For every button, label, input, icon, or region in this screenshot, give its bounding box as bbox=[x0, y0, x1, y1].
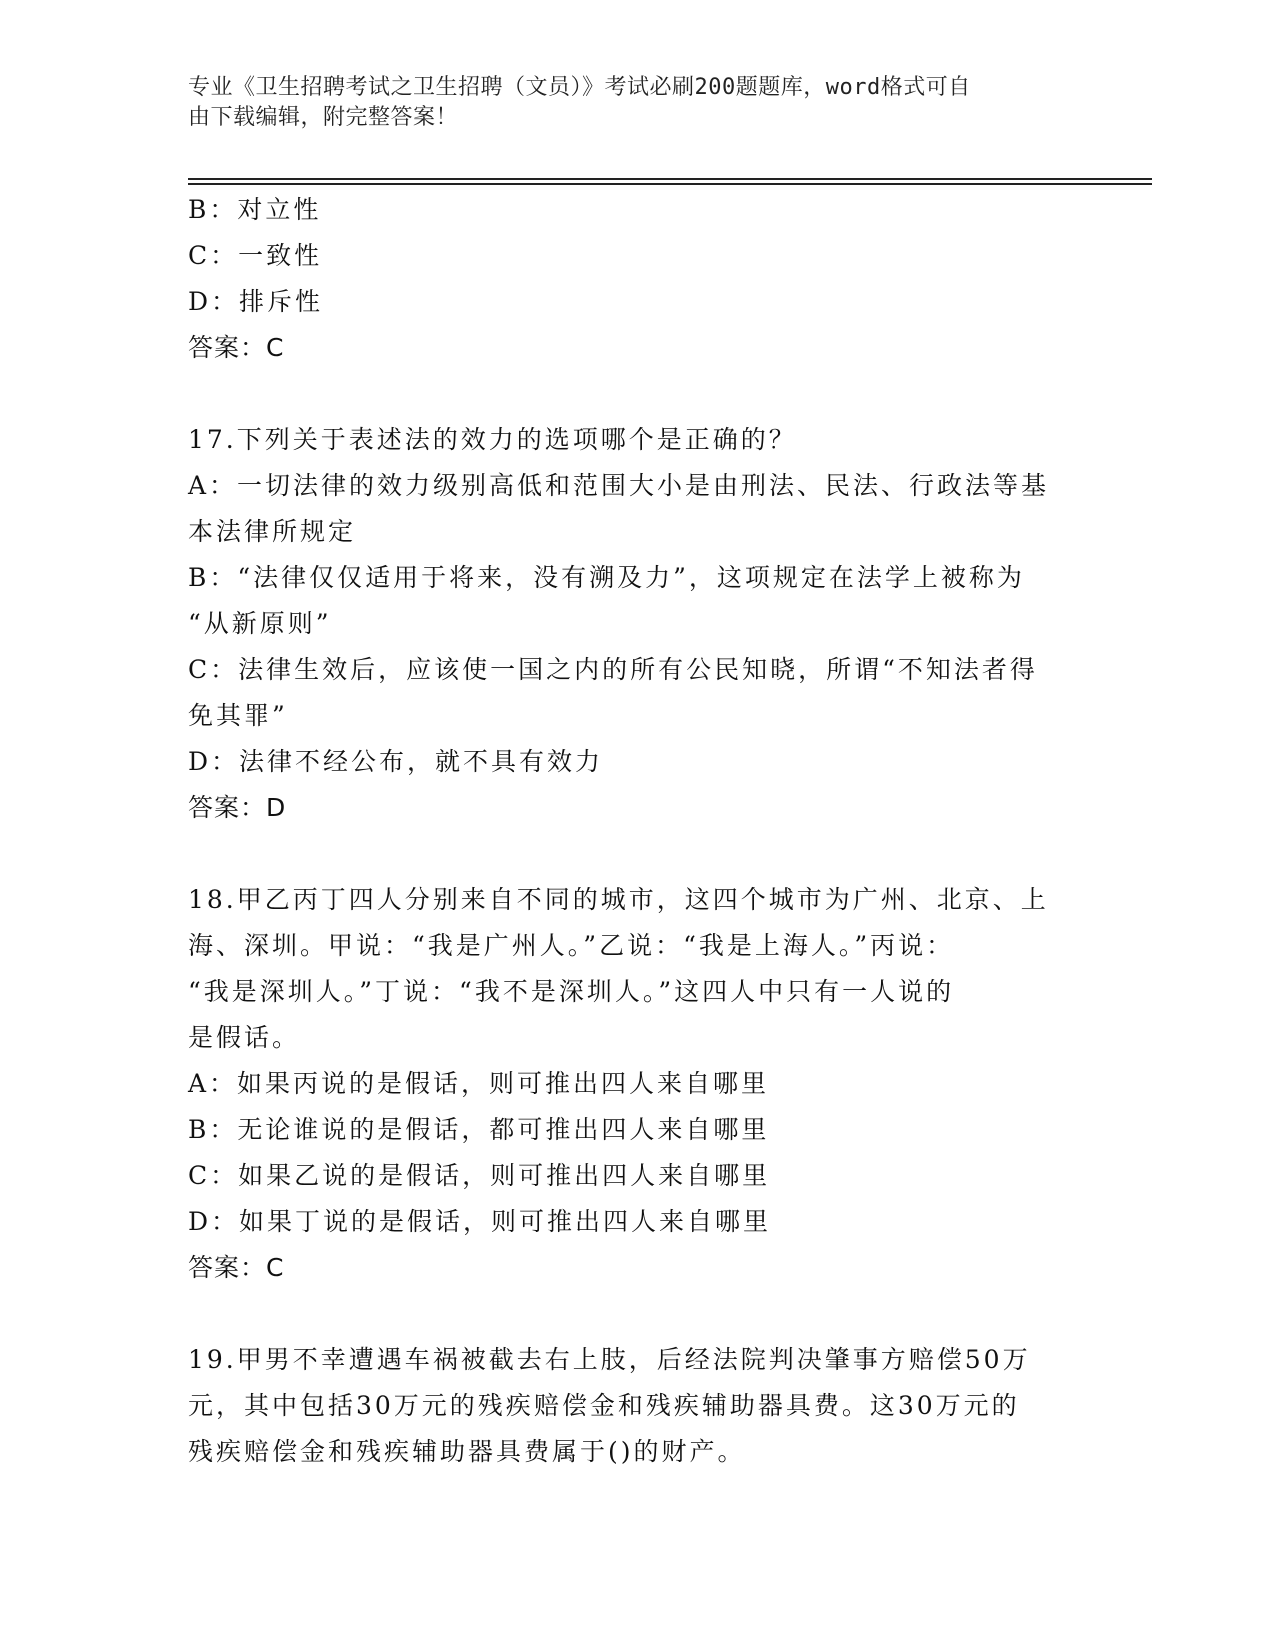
q17-option-a-line-1: A：一切法律的效力级别高低和范围大小是由刑法、民法、行政法等基 bbox=[188, 471, 1050, 500]
q17-stem: 17.下列关于表述法的效力的选项哪个是正确的？ bbox=[188, 425, 797, 454]
q17-option-c-line-2: 免其罪” bbox=[188, 701, 288, 730]
q17-option-b-line-2: “从新原则” bbox=[188, 609, 332, 638]
q17-option-d: D：法律不经公布，就不具有效力 bbox=[188, 747, 604, 776]
q16-answer: 答案：C bbox=[188, 333, 285, 362]
question-17 bbox=[188, 417, 1088, 831]
q17-option-a-line-2: 本法律所规定 bbox=[188, 517, 357, 546]
q18-option-a: A：如果丙说的是假话，则可推出四人来自哪里 bbox=[188, 1069, 770, 1098]
question-19 bbox=[188, 1337, 1088, 1475]
question-content bbox=[188, 187, 1088, 1475]
q18-option-d: D：如果丁说的是假话，则可推出四人来自哪里 bbox=[188, 1207, 772, 1236]
spacer bbox=[188, 371, 1088, 417]
q16-option-c: C：一致性 bbox=[188, 241, 323, 270]
q17-option-b-line-1: B：“法律仅仅适用于将来，没有溯及力”，这项规定在法学上被称为 bbox=[188, 563, 1025, 592]
header-rule-bottom bbox=[188, 183, 1152, 185]
q19-stem-line-2: 元，其中包括30万元的残疾赔偿金和残疾辅助器具费。这30万元的 bbox=[188, 1391, 1020, 1420]
q17-option-c-line-1: C：法律生效后，应该使一国之内的所有公民知晓，所谓“不知法者得 bbox=[188, 655, 1038, 684]
q18-stem-line-4: 是假话。 bbox=[188, 1023, 301, 1052]
spacer bbox=[188, 831, 1088, 877]
q18-answer: 答案：C bbox=[188, 1253, 285, 1282]
q17-answer: 答案：D bbox=[188, 793, 287, 822]
q18-stem-line-3: “我是深圳人。”丁说：“我不是深圳人。”这四人中只有一人说的 bbox=[188, 977, 955, 1006]
q16-option-d: D：排斥性 bbox=[188, 287, 324, 316]
q18-option-c: C：如果乙说的是假话，则可推出四人来自哪里 bbox=[188, 1161, 771, 1190]
spacer bbox=[188, 1291, 1088, 1337]
q16-option-b: B：对立性 bbox=[188, 195, 322, 224]
q18-option-b: B：无论谁说的是假话，都可推出四人来自哪里 bbox=[188, 1115, 770, 1144]
q19-stem-line-3: 残疾赔偿金和残疾辅助器具费属于()的财产。 bbox=[188, 1437, 746, 1466]
header-rule-top bbox=[188, 178, 1152, 180]
header-line-2: 由下载编辑，附完整答案！ bbox=[188, 105, 459, 130]
question-18 bbox=[188, 877, 1088, 1291]
q19-stem-line-1: 19.甲男不幸遭遇车祸被截去右上肢，后经法院判决肇事方赔偿50万 bbox=[188, 1345, 1031, 1374]
header-line-1: 专业《卫生招聘考试之卫生招聘（文员）》考试必刷200题题库，word格式可自 bbox=[188, 75, 971, 100]
question-16 bbox=[188, 187, 1088, 371]
q18-stem-line-1: 18.甲乙丙丁四人分别来自不同的城市，这四个城市为广州、北京、上 bbox=[188, 885, 1049, 914]
document-header bbox=[188, 73, 1068, 133]
q18-stem-line-2: 海、深圳。甲说：“我是广州人。”乙说：“我是上海人。”丙说： bbox=[188, 931, 955, 960]
